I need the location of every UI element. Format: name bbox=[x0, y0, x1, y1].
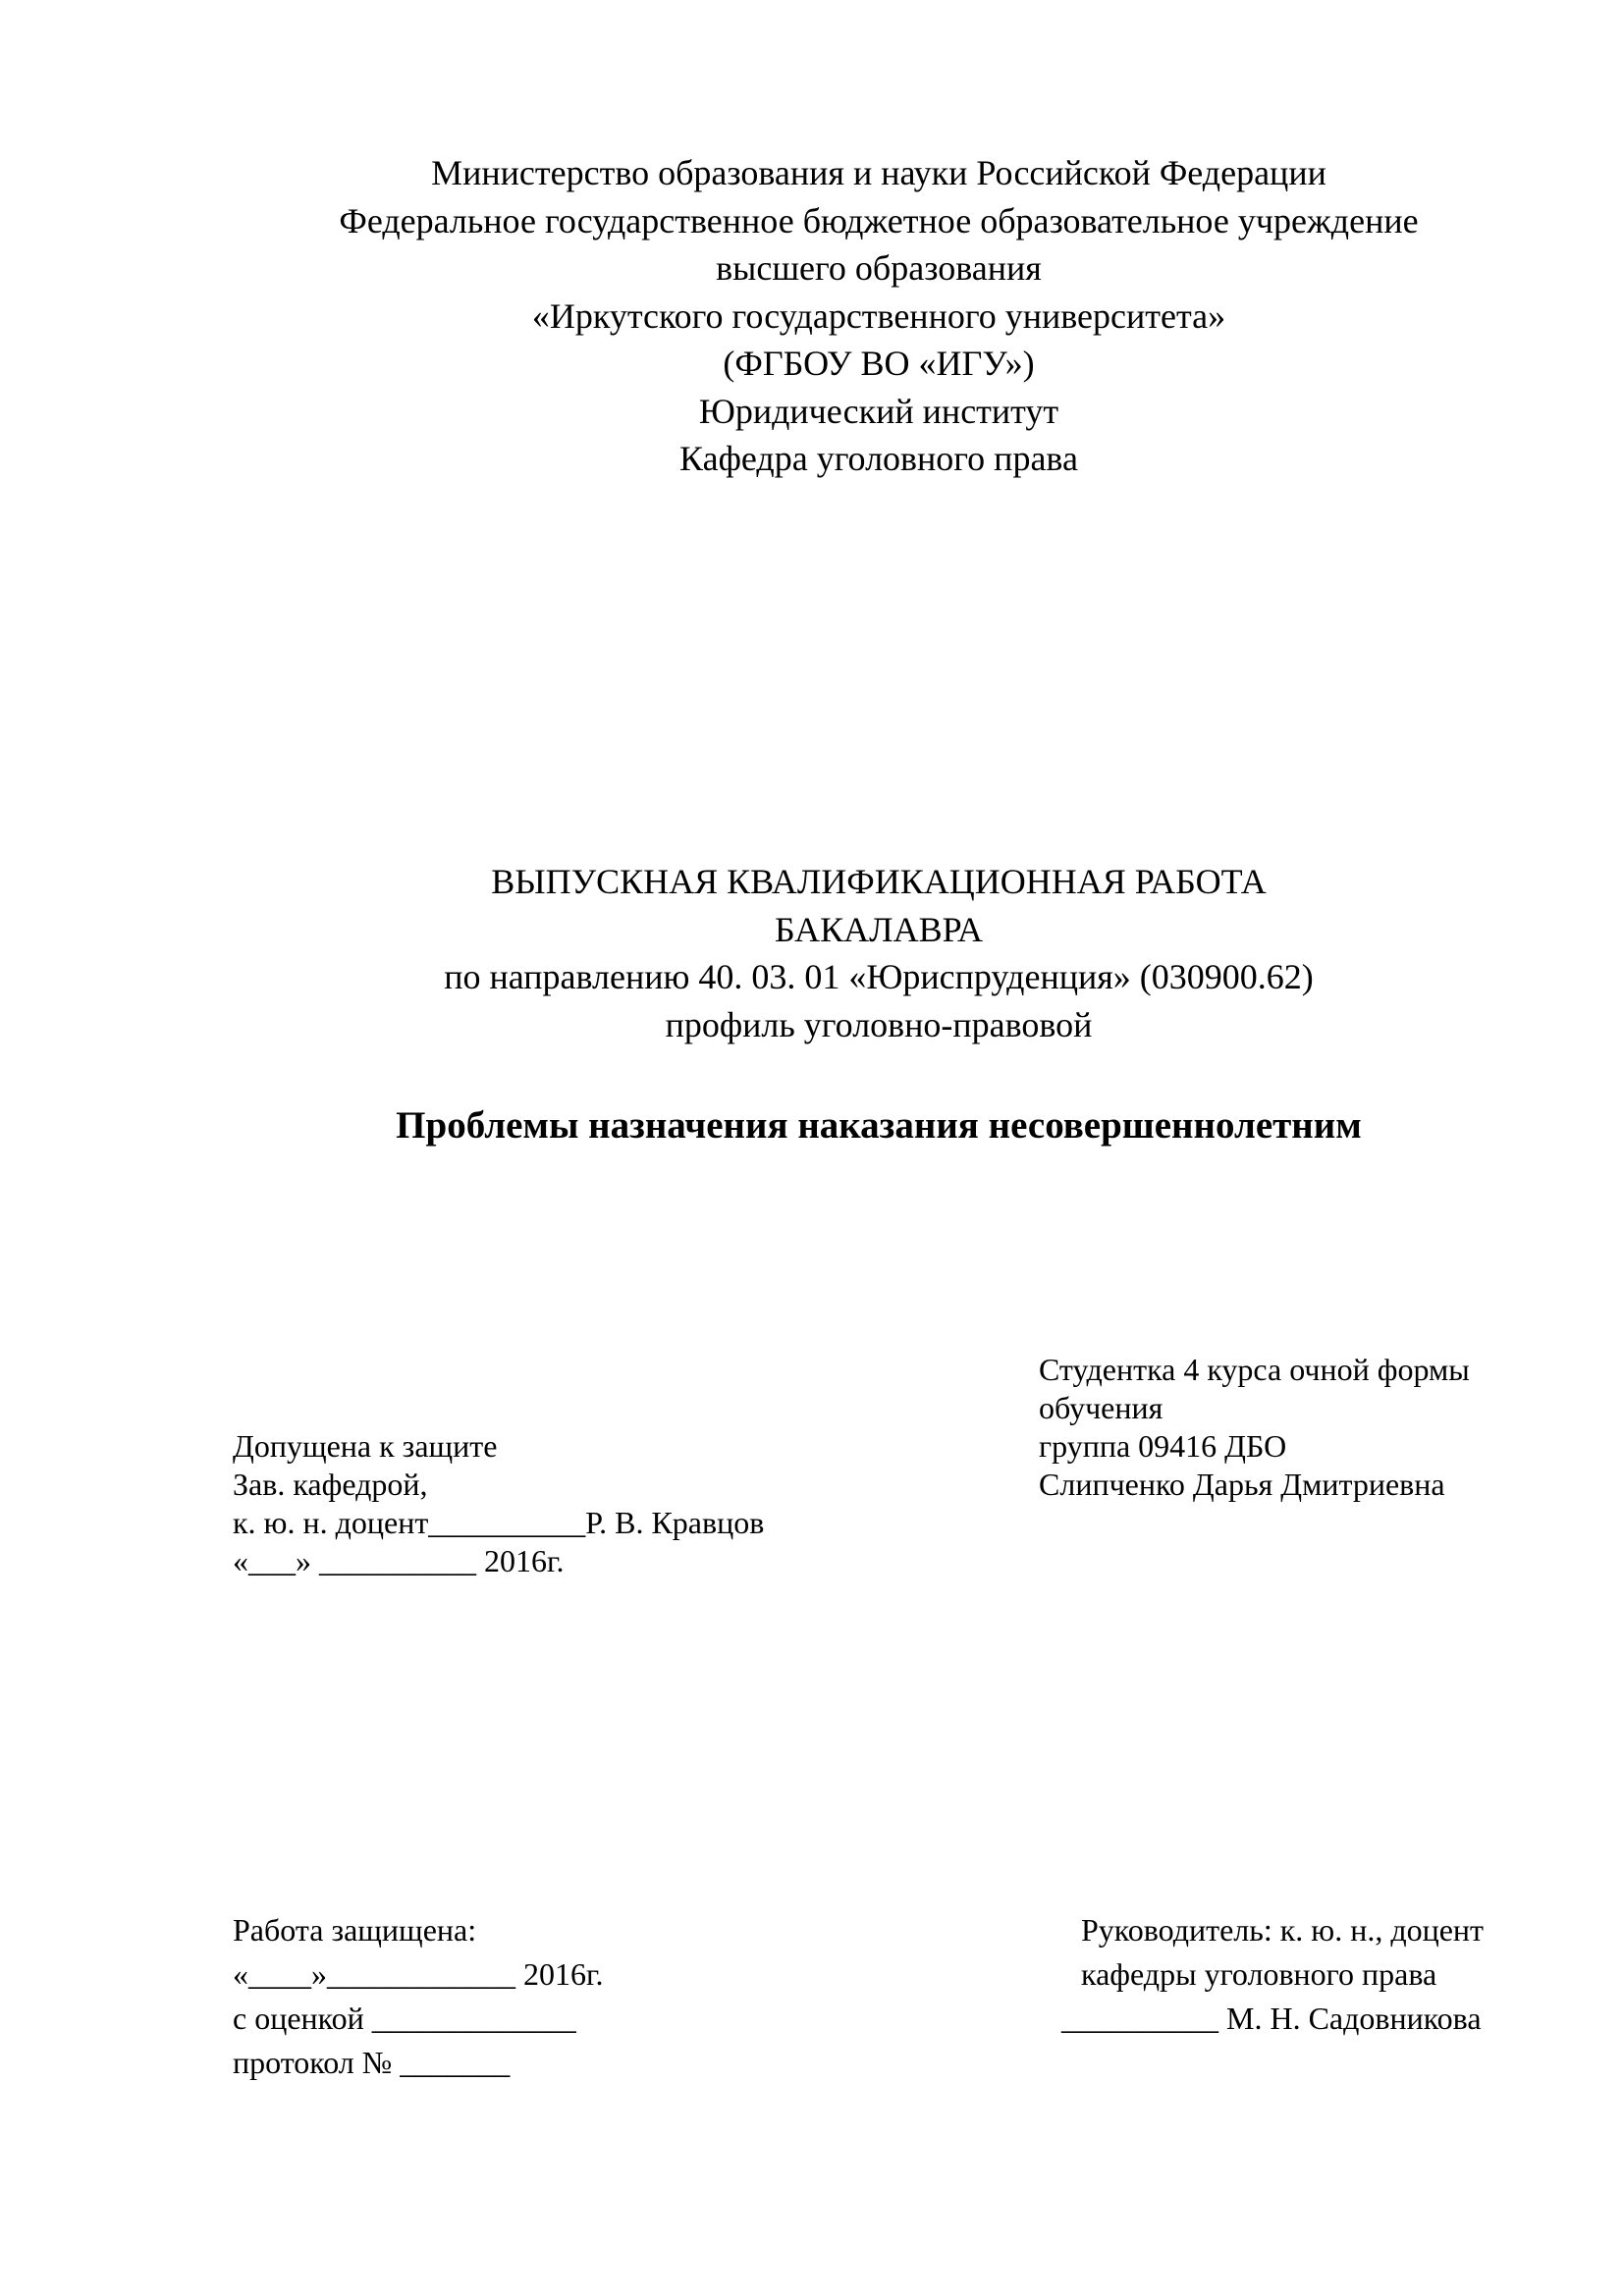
university-abbreviation-line: (ФГБОУ ВО «ИГУ») bbox=[723, 344, 1035, 383]
institution-header bbox=[0, 149, 1623, 483]
work-type-line: ВЫПУСКНАЯ КВАЛИФИКАЦИОННАЯ РАБОТА bbox=[491, 862, 1267, 901]
admission-line: Допущена к защите bbox=[233, 1428, 498, 1464]
defense-status-line: Работа защищена: bbox=[233, 1912, 477, 1948]
direction-line: по направлению 40. 03. 01 «Юриспруденция» (030900.62) bbox=[444, 957, 1314, 996]
institution-type-line: Федеральное государственное бюджетное образовательное учреждение bbox=[339, 200, 1419, 240]
education-level-line: высшего образования bbox=[716, 248, 1042, 288]
supervisor-department-line: кафедры уголовного права bbox=[1081, 1956, 1437, 1992]
ministry-line: Министерство образования и науки Российской Федерации bbox=[431, 153, 1326, 192]
admission-date-line: «___» __________ 2016г. bbox=[233, 1543, 565, 1578]
supervisor-signature-line: __________ М. Н. Садовникова bbox=[1061, 2001, 1482, 2036]
university-name-line: «Иркутского государственного университета» bbox=[531, 295, 1226, 336]
department-line: Кафедра уголовного права bbox=[679, 439, 1078, 478]
student-course-line: Студентка 4 курса очной формы bbox=[1039, 1352, 1470, 1387]
defense-grade-line: с оценкой _____________ bbox=[233, 2001, 576, 2036]
head-of-department-line: Зав. кафедрой, bbox=[233, 1467, 428, 1502]
head-signature-line: к. ю. н. доцент__________Р. В. Кравцов bbox=[233, 1505, 765, 1540]
student-form-line: обучения bbox=[1039, 1390, 1163, 1425]
student-group-line: группа 09416 ДБО bbox=[1039, 1428, 1287, 1464]
degree-line: БАКАЛАВРА bbox=[774, 909, 984, 949]
defense-date-line: «____»____________ 2016г. bbox=[233, 1956, 604, 1992]
thesis-title: Проблемы назначения наказания несовершеннолетним bbox=[396, 1104, 1362, 1147]
defense-protocol-line: протокол № _______ bbox=[233, 2045, 511, 2080]
student-name-line: Слипченко Дарья Дмитриевна bbox=[1039, 1467, 1445, 1502]
work-type-block bbox=[0, 858, 1623, 1048]
supervisor-title-line: Руководитель: к. ю. н., доцент bbox=[1081, 1912, 1485, 1948]
institute-line: Юридический институт bbox=[698, 391, 1059, 431]
profile-line: профиль уголовно-правовой bbox=[665, 1004, 1093, 1044]
